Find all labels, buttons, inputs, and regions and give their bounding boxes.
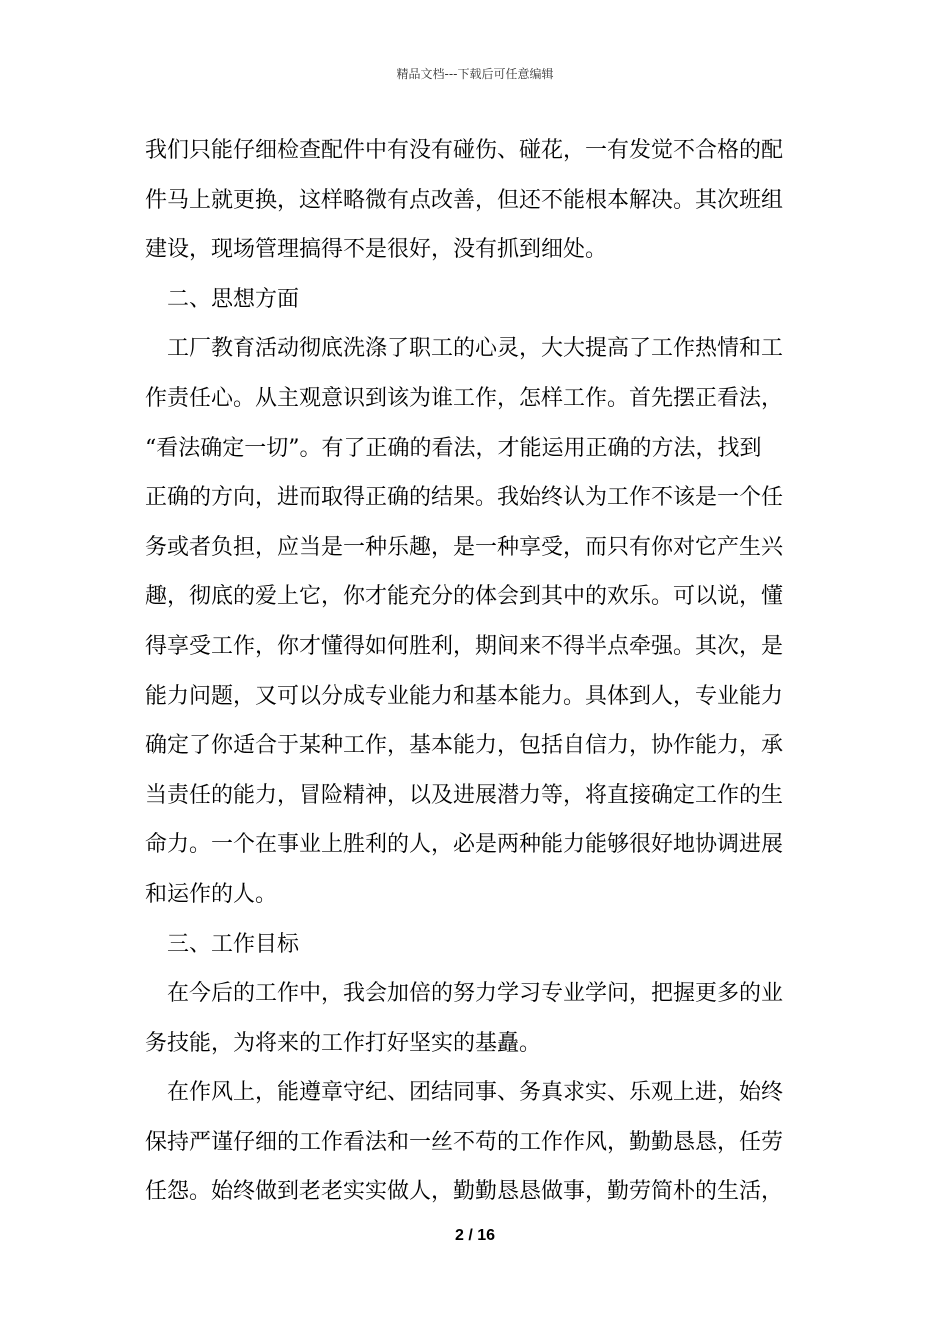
body-line: 作责任心。从主观意识到该为谁工作，怎样工作。首先摆正看法， [145,385,784,411]
body-line: 命力。一个在事业上胜利的人，必是两种能力能够很好地协调进展 [145,832,784,858]
body-line: 得享受工作，你才懂得如何胜利，期间来不得半点牵强。其次，是 [145,633,784,659]
body-line: 我们只能仔细检查配件中有没有碰伤、碰花，一有发觉不合格的配 [145,138,784,163]
body-line: 务技能，为将来的工作打好坚实的基矗。 [145,1030,542,1056]
body-line: 保持严谨仔细的工作看法和一丝不苟的工作作风，勤勤恳恳，任劳 [145,1129,784,1155]
body-line: 任怨。始终做到老老实实做人，勤勤恳恳做事，勤劳简朴的生活， [145,1179,784,1205]
body-line: 在今后的工作中，我会加倍的努力学习专业学问，把握更多的业 [167,981,784,1007]
body-line: 能力问题，又可以分成专业能力和基本能力。具体到人，专业能力 [145,683,784,709]
body-line: 工厂教育活动彻底洗涤了职工的心灵，大大提高了工作热情和工 [167,336,784,362]
body-line: 和运作的人。 [145,881,278,907]
section-heading-thought: 二、思想方面 [167,286,300,312]
section-heading-goals: 三、工作目标 [167,931,300,957]
body-line: “看法确定一切”。有了正确的看法，才能运用正确的方法，找到 [145,435,762,461]
body-line: 当责任的能力，冒险精神，以及进展潜力等，将直接确定工作的生 [145,782,784,808]
body-line: 在作风上，能遵章守纪、团结同事、务真求实、乐观上进，始终 [167,1080,784,1106]
body-line: 务或者负担，应当是一种乐趣，是一种享受，而只有你对它产生兴 [145,534,784,560]
body-line: 件马上就更换，这样略微有点改善，但还不能根本解决。其次班组 [145,187,784,213]
body-line: 趣，彻底的爱上它，你才能充分的体会到其中的欢乐。可以说，懂 [145,584,784,610]
document-body [145,126,815,1217]
page-number: 2 / 16 [454,1227,496,1244]
body-line: 建设，现场管理搞得不是很好，没有抓到细处。 [145,237,608,263]
body-line: 正确的方向，进而取得正确的结果。我始终认为工作不该是一个任 [145,485,784,511]
body-line: 确定了你适合于某种工作，基本能力，包括自信力，协作能力，承 [145,733,784,759]
page-header: 精品文档---下载后可任意编辑 [396,67,554,81]
